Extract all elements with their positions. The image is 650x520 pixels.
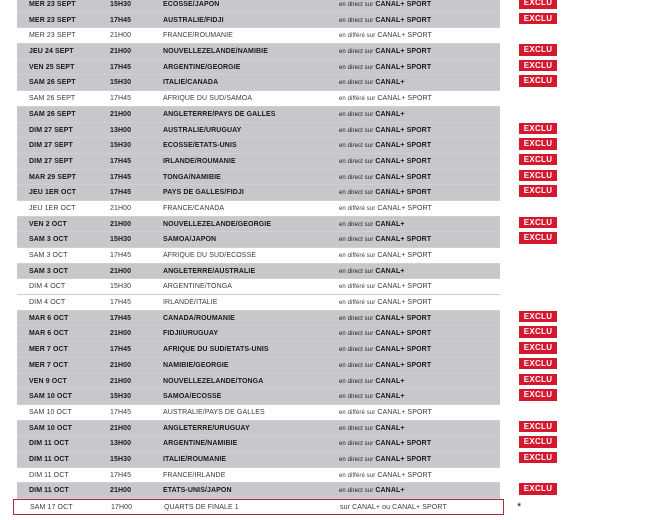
kickoff-time: 21H00	[110, 110, 132, 118]
match-teams: AUSTRALIE/URUGUAY	[163, 126, 242, 134]
schedule-row	[17, 13, 553, 29]
broadcast-channel: CANAL+	[375, 424, 405, 432]
broadcast-info	[339, 483, 405, 500]
broadcast-mode: en direct sur	[339, 64, 374, 71]
match-teams: NOUVELLEZELANDE/NAMIBIE	[163, 48, 268, 56]
kickoff-time: 15H30	[110, 393, 132, 401]
broadcast-info	[339, 279, 432, 296]
schedule-row	[17, 483, 553, 499]
exclusive-badge: EXCLU	[519, 60, 557, 72]
match-date: SAM 26 SEPT	[29, 110, 76, 118]
schedule-row	[17, 0, 553, 13]
match-teams: QUARTS DE FINALE 1	[164, 504, 239, 511]
broadcast-channel: CANAL+ SPORT	[377, 204, 432, 212]
match-teams: ITALIE/ROUMANIE	[163, 455, 227, 463]
broadcast-channel: CANAL+	[375, 393, 405, 401]
broadcast-mode: en direct sur	[339, 221, 374, 228]
broadcast-channel: CANAL+ SPORT	[375, 16, 432, 24]
broadcast-info	[339, 295, 432, 312]
broadcast-channel: CANAL+ SPORT	[375, 440, 432, 448]
schedule-row	[17, 358, 553, 374]
match-date: DIM 11 OCT	[29, 471, 69, 479]
match-teams: ANGLETERRE/URUGUAY	[163, 424, 250, 432]
broadcast-channel: CANAL+	[375, 267, 405, 275]
match-teams: AUSTRALIE/PAYS DE GALLES	[163, 408, 265, 416]
exclusive-badge: EXCLU	[519, 483, 557, 495]
broadcast-info	[339, 44, 431, 61]
broadcast-mode: en différé sur	[339, 253, 376, 259]
broadcast-mode: en différé sur	[339, 409, 376, 416]
broadcast-channel: CANAL+ SPORT	[377, 408, 432, 416]
broadcast-channel: CANAL+	[375, 487, 405, 495]
broadcast-mode: en direct sur	[339, 111, 374, 118]
broadcast-info	[339, 405, 432, 422]
broadcast-channel: CANAL+ SPORT	[375, 455, 432, 463]
exclusive-badge: EXCLU	[519, 436, 557, 448]
broadcast-mode: en direct sur	[339, 143, 374, 150]
match-date: SAM 3 OCT	[29, 267, 69, 275]
schedule-row	[17, 60, 553, 76]
match-date: MER 7 OCT	[29, 346, 69, 354]
kickoff-time: 15H30	[110, 455, 132, 463]
kickoff-time: 21H00	[110, 204, 132, 212]
match-date: DIM 4 OCT	[29, 299, 66, 307]
match-date: DIM 11 OCT	[29, 455, 69, 463]
exclusive-badge: EXCLU	[519, 374, 557, 386]
schedule-row	[17, 342, 553, 358]
broadcast-mode: en différé sur	[339, 300, 376, 307]
broadcast-mode: en différé sur	[339, 96, 376, 103]
broadcast-channel: CANAL+	[375, 377, 405, 385]
broadcast-mode: en direct sur	[339, 237, 374, 244]
match-teams: PAYS DE GALLES/FIDJI	[163, 189, 244, 197]
match-date: JEU 1ER OCT	[29, 204, 76, 212]
match-teams: SAMOA/ECOSSE	[163, 393, 222, 401]
match-teams: NOUVELLEZELANDE/GEORGIE	[163, 220, 272, 228]
match-date: MAR 6 OCT	[29, 314, 69, 322]
broadcast-mode: en direct sur	[339, 441, 374, 448]
kickoff-time: 17H45	[110, 252, 132, 259]
match-date: SAM 3 OCT	[29, 252, 68, 259]
match-teams: ECOSSE/ETATS-UNIS	[163, 142, 237, 150]
exclusive-badge: EXCLU	[519, 13, 557, 25]
match-teams: AFRIQUE DU SUD/ECOSSE	[163, 252, 257, 259]
broadcast-info	[339, 452, 431, 469]
schedule-row	[17, 91, 500, 107]
broadcast-mode: en direct sur	[339, 174, 374, 181]
exclusive-badge: EXCLU	[519, 123, 557, 135]
broadcast-mode: en direct sur	[339, 488, 374, 495]
match-date: MER 23 SEPT	[29, 16, 76, 24]
broadcast-channel: CANAL+ SPORT	[375, 157, 432, 165]
match-date: JEU 24 SEPT	[29, 48, 74, 56]
broadcast-info	[339, 75, 405, 92]
kickoff-time: 15H30	[110, 283, 132, 291]
match-teams: ITALIE/CANADA	[163, 79, 219, 87]
match-teams: SAMOA/JAPON	[163, 236, 217, 244]
exclusive-badge: EXCLU	[519, 44, 557, 56]
broadcast-channel: CANAL+ SPORT	[377, 283, 432, 291]
match-date: SAM 10 OCT	[29, 424, 73, 432]
broadcast-mode: en direct sur	[339, 127, 374, 134]
match-teams: FRANCE/IRLANDE	[163, 471, 226, 479]
broadcast-channel: CANAL+ SPORT	[375, 236, 432, 244]
match-date: MER 23 SEPT	[29, 1, 76, 8]
kickoff-time: 15H30	[110, 236, 132, 244]
broadcast-channel: CANAL+ SPORT	[377, 471, 432, 479]
schedule-row	[17, 452, 553, 468]
broadcast-info	[339, 389, 405, 406]
match-date: DIM 11 OCT	[29, 487, 69, 495]
broadcast-channel: CANAL+ SPORT	[377, 95, 432, 103]
kickoff-time: 21H00	[110, 361, 132, 369]
kickoff-time: 21H00	[110, 267, 132, 275]
broadcast-channel: CANAL+ SPORT	[377, 299, 432, 307]
match-date: DIM 27 SEPT	[29, 142, 73, 150]
kickoff-time: 17H45	[110, 95, 132, 103]
broadcast-info	[339, 326, 431, 343]
kickoff-time: 17H45	[110, 314, 132, 322]
match-teams: ARGENTINE/TONGA	[163, 283, 233, 291]
match-date: SAM 10 OCT	[29, 393, 73, 401]
broadcast-mode: en direct sur	[339, 49, 374, 56]
match-teams: ARGENTINE/NAMIBIE	[163, 440, 238, 448]
kickoff-time: 21H00	[110, 48, 132, 56]
broadcast-channel: CANAL+ SPORT	[375, 314, 432, 322]
exclusive-badge: EXCLU	[519, 421, 557, 433]
kickoff-time: 17H45	[110, 189, 132, 197]
match-teams: ARGENTINE/GEORGIE	[163, 63, 241, 71]
schedule-row	[17, 123, 553, 139]
broadcast-mode: en différé sur	[339, 205, 376, 212]
kickoff-time: 17H45	[110, 173, 132, 181]
broadcast-mode: en direct sur	[339, 2, 374, 8]
broadcast-info	[339, 436, 431, 453]
broadcast-mode: en direct sur	[339, 17, 374, 24]
kickoff-time: 17H00	[111, 504, 133, 511]
schedule-row	[17, 405, 500, 421]
exclusive-badge: EXCLU	[519, 311, 557, 323]
kickoff-time: 15H30	[110, 79, 132, 87]
footnote-asterisk: *	[517, 501, 522, 513]
match-date: SAM 10 OCT	[29, 408, 72, 416]
broadcast-info	[339, 28, 432, 45]
exclusive-badge: EXCLU	[519, 232, 557, 244]
broadcast-channel: CANAL+ SPORT	[375, 126, 432, 134]
schedule-row	[17, 374, 553, 390]
match-teams: AFRIQUE DU SUD/SAMOA	[163, 95, 253, 103]
kickoff-time: 21H00	[110, 424, 132, 432]
exclusive-badge: EXCLU	[519, 154, 557, 166]
schedule-row	[17, 217, 553, 233]
match-date: SAM 26 SEPT	[29, 79, 76, 87]
match-teams: NAMIBIE/GEORGIE	[163, 361, 229, 369]
kickoff-time: 17H45	[110, 346, 132, 354]
broadcast-info	[339, 217, 405, 234]
kickoff-time: 17H45	[110, 63, 132, 71]
match-date: DIM 11 OCT	[29, 440, 69, 448]
match-teams: TONGA/NAMIBIE	[163, 173, 221, 181]
broadcast-info	[339, 60, 431, 77]
broadcast-channel: CANAL+	[375, 220, 405, 228]
kickoff-time: 21H00	[110, 330, 132, 338]
exclusive-badge: EXCLU	[519, 138, 557, 150]
broadcast-channel: CANAL+ SPORT	[377, 252, 432, 259]
broadcast-channel: CANAL+	[375, 110, 405, 118]
match-date: VEN 9 OCT	[29, 377, 67, 385]
broadcast-mode: en direct sur	[339, 456, 374, 463]
match-date: SAM 17 OCT	[30, 504, 73, 511]
match-teams: ECOSSE/JAPON	[163, 1, 220, 8]
kickoff-time: 17H45	[110, 157, 132, 165]
kickoff-time: 17H45	[110, 471, 132, 479]
exclusive-badge: EXCLU	[519, 75, 557, 87]
quarter-final-row	[13, 499, 522, 515]
broadcast-channel: CANAL+	[375, 79, 405, 87]
match-date: MAR 29 SEPT	[29, 173, 76, 181]
schedule-row	[17, 107, 500, 123]
match-date: VEN 2 OCT	[29, 220, 67, 228]
kickoff-time: 21H00	[110, 32, 132, 40]
schedule-row	[17, 436, 553, 452]
broadcast-mode: en direct sur	[339, 80, 374, 87]
broadcast-mode: en direct sur	[339, 190, 374, 197]
broadcast-mode: en différé sur	[339, 33, 376, 40]
kickoff-time: 21H00	[110, 220, 132, 228]
broadcast-info	[339, 154, 431, 171]
match-teams: FRANCE/CANADA	[163, 204, 225, 212]
broadcast-channel: CANAL+ SPORT	[375, 173, 432, 181]
broadcast-info	[339, 123, 431, 140]
broadcast-info: sur CANAL+ ou CANAL+ SPORT	[340, 504, 447, 511]
schedule-row	[17, 138, 553, 154]
broadcast-mode: en différé sur	[339, 472, 376, 479]
kickoff-time: 15H30	[110, 1, 132, 8]
schedule-row	[17, 326, 553, 342]
broadcast-info	[339, 232, 431, 249]
schedule-row	[17, 264, 500, 280]
kickoff-time: 13H00	[110, 440, 132, 448]
kickoff-time: 15H30	[110, 142, 132, 150]
match-teams: ANGLETERRE/PAYS DE GALLES	[163, 110, 276, 118]
match-teams: ANGLETERRE/AUSTRALIE	[163, 267, 256, 275]
schedule-row	[17, 389, 553, 405]
kickoff-time: 17H45	[110, 16, 132, 24]
exclusive-badge: EXCLU	[519, 389, 557, 401]
match-date: MAR 6 OCT	[29, 330, 69, 338]
schedule-row	[17, 28, 500, 44]
broadcast-channel: CANAL+ SPORT	[375, 330, 432, 338]
schedule-row	[17, 154, 553, 170]
exclusive-badge: EXCLU	[519, 170, 557, 182]
exclusive-badge: EXCLU	[519, 342, 557, 354]
match-date: MER 7 OCT	[29, 361, 69, 369]
broadcast-channel: CANAL+ SPORT	[375, 361, 432, 369]
schedule-row	[17, 311, 553, 327]
broadcast-channel: CANAL+ SPORT	[375, 63, 432, 71]
broadcast-info	[339, 358, 431, 375]
match-date: DIM 27 SEPT	[29, 157, 73, 165]
exclusive-badge: EXCLU	[519, 326, 557, 338]
broadcast-channel: CANAL+ SPORT	[377, 32, 432, 40]
match-teams: FIDJI/URUGUAY	[163, 330, 219, 338]
schedule-row	[17, 170, 553, 186]
broadcast-info	[339, 13, 431, 30]
broadcast-info	[339, 248, 432, 265]
match-teams: IRLANDE/ROUMANIE	[163, 157, 236, 165]
broadcast-mode: en direct sur	[339, 331, 374, 338]
broadcast-mode: en direct sur	[339, 362, 374, 369]
broadcast-info	[339, 421, 405, 438]
broadcast-mode: en différé sur	[339, 284, 376, 291]
broadcast-info	[339, 185, 431, 202]
kickoff-time: 17H45	[110, 408, 132, 416]
schedule-row	[17, 468, 500, 484]
match-date: VEN 25 SEPT	[29, 63, 75, 71]
schedule-row	[17, 295, 500, 311]
match-date: MER 23 SEPT	[29, 32, 76, 40]
broadcast-info	[339, 468, 432, 485]
schedule-row	[17, 201, 500, 217]
broadcast-mode: en direct sur	[339, 268, 374, 275]
exclusive-badge: EXCLU	[519, 358, 557, 370]
schedule-row	[17, 185, 553, 201]
broadcast-channel: CANAL+ SPORT	[375, 346, 432, 354]
match-date: SAM 3 OCT	[29, 236, 69, 244]
broadcast-mode: en direct sur	[339, 158, 374, 165]
match-teams: ETATS-UNIS/JAPON	[163, 487, 232, 495]
broadcast-info	[339, 170, 431, 187]
broadcast-mode: en direct sur	[339, 394, 374, 401]
broadcast-channel: CANAL+ SPORT	[375, 1, 432, 8]
schedule-row	[17, 279, 500, 295]
match-teams: CANADA/ROUMANIE	[163, 314, 235, 322]
match-teams: IRLANDE/ITALIE	[163, 299, 218, 307]
broadcast-channel: CANAL+ SPORT	[375, 48, 432, 56]
schedule-row	[17, 75, 553, 91]
exclusive-badge: EXCLU	[519, 0, 557, 9]
kickoff-time: 13H00	[110, 126, 132, 134]
schedule-row	[17, 44, 553, 60]
exclusive-badge: EXCLU	[519, 452, 557, 464]
broadcast-info	[339, 0, 431, 14]
match-teams: AUSTRALIE/FIDJI	[163, 16, 224, 24]
schedule-row	[17, 421, 553, 437]
match-date: DIM 4 OCT	[29, 283, 66, 291]
broadcast-mode: en direct sur	[339, 425, 374, 432]
broadcast-channel: CANAL+ SPORT	[375, 142, 432, 150]
match-teams: NOUVELLEZELANDE/TONGA	[163, 377, 264, 385]
broadcast-info	[339, 138, 431, 155]
broadcast-info	[339, 311, 431, 328]
broadcast-info	[339, 201, 432, 218]
kickoff-time: 17H45	[110, 299, 132, 307]
match-teams: AFRIQUE DU SUD/ETATS-UNIS	[163, 346, 269, 354]
exclusive-badge: EXCLU	[519, 185, 557, 197]
match-date: SAM 26 SEPT	[29, 95, 76, 103]
broadcast-mode: en direct sur	[339, 378, 374, 385]
broadcast-info	[339, 107, 405, 124]
match-date: JEU 1ER OCT	[29, 189, 76, 197]
broadcast-info	[339, 342, 431, 359]
exclusive-badge: EXCLU	[519, 217, 557, 229]
schedule-row	[17, 248, 500, 264]
broadcast-info	[339, 374, 405, 391]
match-date: DIM 27 SEPT	[29, 126, 73, 134]
kickoff-time: 21H00	[110, 377, 132, 385]
broadcast-mode: en direct sur	[339, 347, 374, 354]
kickoff-time: 21H00	[110, 487, 132, 495]
broadcast-info	[339, 264, 405, 281]
match-teams: FRANCE/ROUMANIE	[163, 32, 233, 40]
broadcast-channel: CANAL+ SPORT	[375, 189, 432, 197]
broadcast-mode: en direct sur	[339, 315, 374, 322]
schedule-row	[17, 232, 553, 248]
broadcast-info	[339, 91, 432, 108]
